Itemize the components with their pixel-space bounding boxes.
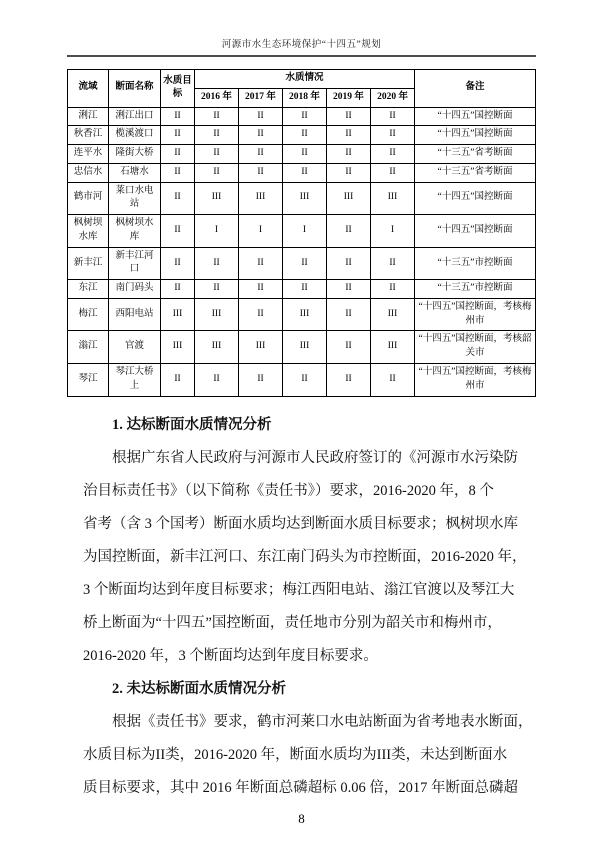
document-header-title: 河源市水生态环境保护“十四五”规划 (67, 36, 536, 57)
cell-target: II (161, 163, 195, 182)
table-row (68, 298, 536, 331)
cell-target: II (161, 364, 195, 397)
cell-section: 新丰江河口 (109, 247, 161, 280)
col-header-year-2018: 2018 年 (283, 88, 327, 107)
cell-2020: III (371, 182, 415, 215)
cell-2017: II (239, 247, 283, 280)
col-header-target: 水质目标 (161, 70, 195, 108)
cell-remark: “十四五”国控断面 (415, 126, 536, 145)
cell-2017: II (239, 126, 283, 145)
cell-2017: II (239, 163, 283, 182)
col-header-section: 断面名称 (109, 70, 161, 108)
cell-section: 莱口水电站 (109, 182, 161, 215)
cell-2020: III (371, 331, 415, 364)
cell-2018: III (283, 298, 327, 331)
cell-2018: II (283, 126, 327, 145)
cell-2020: I (371, 215, 415, 248)
cell-basin: 秋香江 (68, 126, 109, 145)
cell-basin: 浰江 (68, 107, 109, 126)
cell-2020: II (371, 280, 415, 299)
col-header-year-2020: 2020 年 (371, 88, 415, 107)
table-header-row (68, 70, 536, 89)
cell-2019: II (327, 298, 371, 331)
paragraph-line: 根据广东省人民政府与河源市人民政府签订的《河源市水污染防 (112, 449, 518, 466)
cell-2019: II (327, 364, 371, 397)
cell-2016: III (195, 298, 239, 331)
table-row (68, 163, 536, 182)
table-row (68, 126, 536, 145)
cell-target: II (161, 107, 195, 126)
cell-2019: II (327, 145, 371, 164)
cell-2017: I (239, 215, 283, 248)
cell-2016: II (195, 126, 239, 145)
cell-section: 石塘水 (109, 163, 161, 182)
cell-2018: I (283, 215, 327, 248)
water-quality-table (67, 69, 536, 397)
section-heading-1: 1. 达标断面水质情况分析 (112, 416, 272, 433)
table-row (68, 182, 536, 215)
col-header-year-2016: 2016 年 (195, 88, 239, 107)
cell-section: 南门码头 (109, 280, 161, 299)
cell-2017: II (239, 107, 283, 126)
cell-2020: II (371, 247, 415, 280)
cell-2016: II (195, 247, 239, 280)
cell-basin: 琴江 (68, 364, 109, 397)
cell-section: 琴江大桥上 (109, 364, 161, 397)
cell-remark: “十四五”国控断面 (415, 215, 536, 248)
cell-remark: “十四五”国控断面，考核韶关市 (415, 331, 536, 364)
cell-2019: II (327, 280, 371, 299)
cell-target: II (161, 145, 195, 164)
page-number: 8 (298, 810, 305, 826)
cell-remark: “十三五”省考断面 (415, 145, 536, 164)
col-header-year-2019: 2019 年 (327, 88, 371, 107)
col-header-year-2017: 2017 年 (239, 88, 283, 107)
cell-section: 枫树坝水库 (109, 215, 161, 248)
cell-2019: II (327, 215, 371, 248)
cell-2019: II (327, 163, 371, 182)
cell-basin: 连平水 (68, 145, 109, 164)
section-heading-2: 2. 未达标断面水质情况分析 (112, 680, 286, 697)
table-row (68, 107, 536, 126)
body-text (67, 397, 536, 805)
cell-remark: “十三五”市控断面 (415, 247, 536, 280)
cell-basin: 鹤市河 (68, 182, 109, 215)
cell-section: 榄溪渡口 (109, 126, 161, 145)
cell-remark: “十三五”市控断面 (415, 280, 536, 299)
cell-2016: II (195, 107, 239, 126)
cell-basin: 滃江 (68, 331, 109, 364)
table-row (68, 331, 536, 364)
col-header-basin: 流域 (68, 70, 109, 108)
cell-target: II (161, 215, 195, 248)
cell-2018: II (283, 364, 327, 397)
cell-2019: II (327, 331, 371, 364)
cell-basin: 梅江 (68, 298, 109, 331)
cell-section: 隆街大桥 (109, 145, 161, 164)
cell-2016: III (195, 331, 239, 364)
cell-section: 官渡 (109, 331, 161, 364)
cell-basin: 东江 (68, 280, 109, 299)
table-row (68, 145, 536, 164)
cell-2016: II (195, 145, 239, 164)
cell-2017: II (239, 298, 283, 331)
cell-2016: I (195, 215, 239, 248)
paragraph-line: 3 个断面均达到年度目标要求；梅江西阳电站、滃江官渡以及琴江大 (83, 581, 515, 598)
cell-2020: II (371, 163, 415, 182)
cell-2020: II (371, 126, 415, 145)
cell-2016: III (195, 182, 239, 215)
cell-2020: II (371, 107, 415, 126)
cell-2018: II (283, 163, 327, 182)
cell-remark: “十四五”国控断面，考核梅州市 (415, 298, 536, 331)
table-row (68, 215, 536, 248)
paragraph-line: 治目标责任书》（以下简称《责任书》）要求，2016-2020 年，8 个 (83, 482, 494, 499)
cell-2019: II (327, 247, 371, 280)
paragraph-line: 根据《责任书》要求，鹤市河莱口水电站断面为省考地表水断面， (112, 713, 533, 730)
paragraph-line: 2016-2020 年，3 个断面均达到年度目标要求。 (83, 647, 378, 664)
paragraph-line: 省考（含 3 个国考）断面水质均达到断面水质目标要求；枫树坝水库 (83, 515, 518, 532)
cell-target: II (161, 280, 195, 299)
cell-2017: II (239, 364, 283, 397)
table-row (68, 280, 536, 299)
cell-remark: “十三五”省考断面 (415, 163, 536, 182)
cell-2020: III (371, 298, 415, 331)
cell-target: III (161, 331, 195, 364)
cell-target: II (161, 182, 195, 215)
cell-2018: II (283, 145, 327, 164)
col-header-remark: 备注 (415, 70, 536, 108)
cell-2018: III (283, 331, 327, 364)
cell-target: III (161, 298, 195, 331)
cell-remark: “十四五”国控断面，考核梅州市 (415, 364, 536, 397)
cell-2017: III (239, 331, 283, 364)
cell-basin: 枫树坝水库 (68, 215, 109, 248)
paragraph-line: 水质目标为II类，2016-2020 年，断面水质均为III类，未达到断面水 (83, 746, 508, 763)
cell-remark: “十四五”国控断面 (415, 182, 536, 215)
cell-basin: 新丰江 (68, 247, 109, 280)
cell-remark: “十四五”国控断面 (415, 107, 536, 126)
paragraph-line: 为国控断面，新丰江河口、东江南门码头为市控断面，2016-2020 年， (83, 548, 527, 565)
cell-section: 浰江出口 (109, 107, 161, 126)
cell-2018: II (283, 280, 327, 299)
cell-2020: II (371, 145, 415, 164)
cell-2016: II (195, 280, 239, 299)
col-header-situation: 水质情况 (195, 70, 415, 89)
cell-2017: II (239, 280, 283, 299)
cell-basin: 忠信水 (68, 163, 109, 182)
paragraph-line: 质目标要求，其中 2016 年断面总磷超标 0.06 倍，2017 年断面总磷超 (83, 779, 518, 796)
cell-2020: II (371, 364, 415, 397)
cell-section: 西阳电站 (109, 298, 161, 331)
table-row (68, 364, 536, 397)
cell-2018: II (283, 107, 327, 126)
cell-2016: II (195, 364, 239, 397)
cell-2019: II (327, 107, 371, 126)
cell-target: II (161, 247, 195, 280)
paragraph-line: 桥上断面为“十四五”国控断面，责任地市分别为韶关市和梅州市， (83, 614, 502, 631)
cell-target: II (161, 126, 195, 145)
cell-2018: III (283, 182, 327, 215)
cell-2016: II (195, 163, 239, 182)
cell-2019: III (327, 182, 371, 215)
cell-2017: III (239, 182, 283, 215)
cell-2019: II (327, 126, 371, 145)
table-row (68, 247, 536, 280)
cell-2017: II (239, 145, 283, 164)
cell-2018: II (283, 247, 327, 280)
